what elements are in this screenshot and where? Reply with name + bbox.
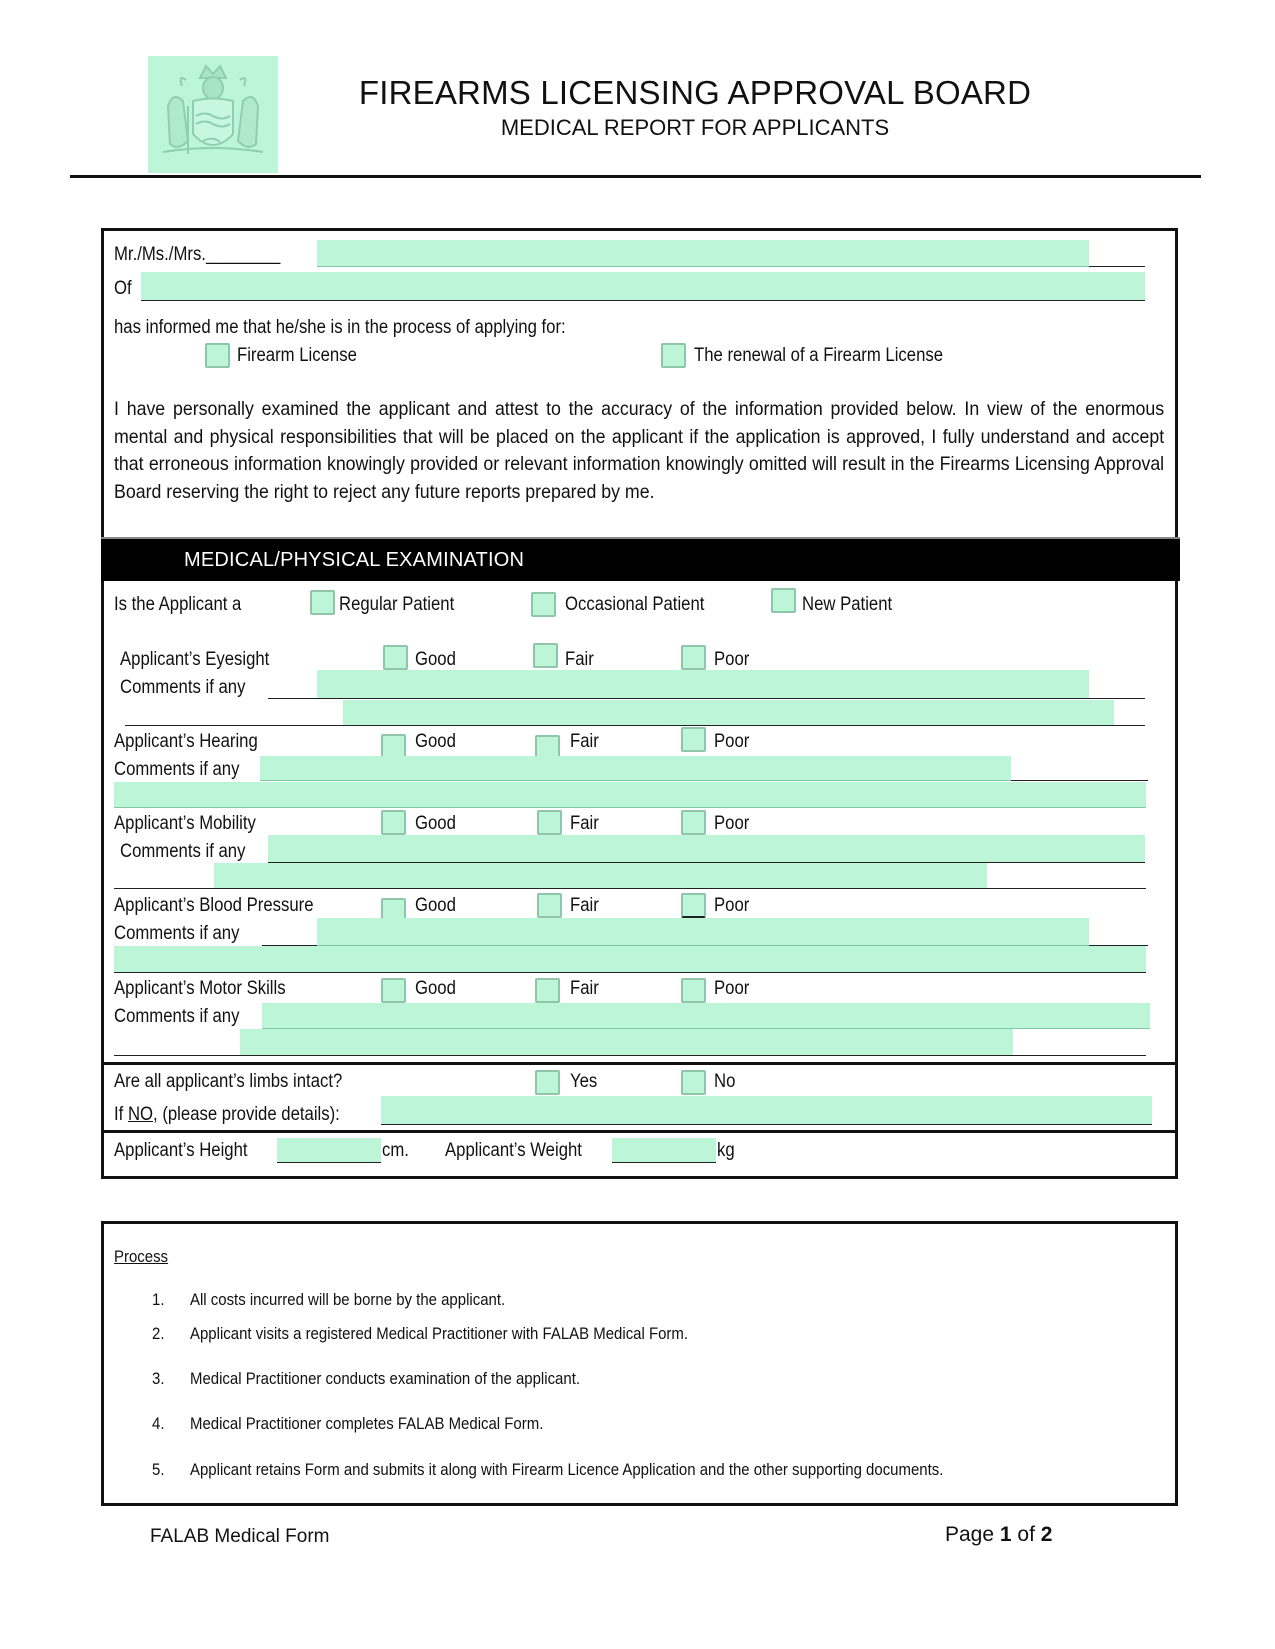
motor-skills-poor-label: Poor — [714, 978, 750, 999]
blood-pressure-good-label: Good — [415, 895, 456, 916]
section-title: MEDICAL/PHYSICAL EXAMINATION — [184, 549, 525, 571]
blood-pressure-poor-checkbox[interactable] — [681, 893, 706, 918]
applying-for-text: has informed me that he/she is in the process of applying for: — [114, 317, 566, 338]
process-title: Process — [114, 1247, 169, 1266]
underline — [268, 672, 317, 699]
process-step: Applicant retains Form and submits it along with Firearm Licence Application and the other supporting documents. — [190, 1460, 944, 1479]
eyesight-label: Applicant’s Eyesight — [120, 649, 270, 670]
applicant-address-field[interactable] — [141, 272, 1145, 301]
height-field[interactable] — [277, 1138, 381, 1163]
blood-pressure-comment-field-2[interactable] — [114, 946, 1146, 973]
firearm-license-checkbox[interactable] — [205, 343, 230, 368]
hearing-comments-label: Comments if any — [114, 759, 240, 780]
weight-label: Applicant’s Weight — [445, 1140, 582, 1161]
blood-pressure-comment-field-1[interactable] — [317, 918, 1089, 946]
blood-pressure-comments-label: Comments if any — [114, 923, 240, 944]
limbs-yes-label: Yes — [570, 1071, 598, 1092]
motor-skills-comments-label: Comments if any — [114, 1006, 240, 1027]
page-title: FIREARMS LICENSING APPROVAL BOARD — [358, 74, 1032, 111]
underline — [1089, 672, 1145, 699]
eyesight-fair-checkbox[interactable] — [533, 643, 558, 668]
mobility-poor-label: Poor — [714, 813, 750, 834]
limbs-yes-checkbox[interactable] — [535, 1070, 560, 1095]
underline — [262, 920, 317, 946]
renewal-license-label: The renewal of a Firearm License — [694, 345, 944, 366]
motor-skills-good-label: Good — [415, 978, 456, 999]
mobility-fair-label: Fair — [570, 813, 599, 834]
hearing-comment-field-1[interactable] — [260, 756, 1011, 781]
attestation-paragraph: I have personally examined the applicant and attest to the accuracy of the information provided below. In view of the enormous mental and physical responsibilities that will be placed on the applicant if the application is approved, I fully understand and accept that erroneous information knowingly provided or relevant information knowingly omitted will result in the Firearms Licensing Approval Board reserving the right to reject any future reports prepared by me. — [114, 398, 1165, 503]
motor-skills-fair-label: Fair — [570, 978, 599, 999]
step-number: 3. — [152, 1369, 165, 1388]
name-label: Mr./Ms./Mrs.________ — [114, 244, 281, 265]
coat-of-arms-icon — [148, 56, 278, 173]
eyesight-good-checkbox[interactable] — [383, 645, 408, 670]
regular-patient-label: Regular Patient — [339, 594, 455, 615]
height-label: Applicant’s Height — [114, 1140, 248, 1161]
mobility-comment-field-2[interactable] — [214, 863, 987, 889]
weight-field[interactable] — [612, 1138, 716, 1163]
name-trailing-underline — [1089, 240, 1145, 267]
footer-form-name: FALAB Medical Form — [150, 1526, 330, 1547]
blood-pressure-fair-checkbox[interactable] — [537, 893, 562, 918]
mobility-poor-checkbox[interactable] — [681, 810, 706, 835]
eyesight-comment-field-1[interactable] — [317, 670, 1089, 699]
blood-pressure-poor-label: Poor — [714, 895, 750, 916]
step-number: 4. — [152, 1414, 165, 1433]
section-header-band — [101, 537, 1180, 581]
limbs-details-field[interactable] — [381, 1096, 1152, 1125]
mobility-label: Applicant’s Mobility — [114, 813, 256, 834]
header-divider — [70, 175, 1201, 178]
eyesight-poor-checkbox[interactable] — [681, 645, 706, 670]
mobility-comments-label: Comments if any — [120, 841, 246, 862]
hearing-good-label: Good — [415, 731, 456, 752]
mobility-good-checkbox[interactable] — [381, 810, 406, 835]
section-divider — [101, 1130, 1178, 1133]
hearing-poor-label: Poor — [714, 731, 750, 752]
step-number: 5. — [152, 1460, 165, 1479]
motor-skills-comment-field-1[interactable] — [262, 1003, 1150, 1029]
limbs-question: Are all applicant’s limbs intact? — [114, 1071, 343, 1092]
mobility-fair-checkbox[interactable] — [537, 810, 562, 835]
motor-skills-comment-field-2[interactable] — [240, 1029, 1013, 1056]
mobility-comment-field-1[interactable] — [268, 835, 1145, 863]
motor-skills-fair-checkbox[interactable] — [535, 978, 560, 1003]
process-step: Medical Practitioner conducts examination of the applicant. — [190, 1369, 581, 1388]
motor-skills-good-checkbox[interactable] — [381, 978, 406, 1003]
page-indicator: Page 1 of 2 — [945, 1523, 1053, 1546]
mobility-good-label: Good — [415, 813, 456, 834]
underline — [1089, 920, 1148, 946]
process-step: Applicant visits a registered Medical Practitioner with FALAB Medical Form. — [190, 1324, 689, 1343]
eyesight-comment-field-2[interactable] — [343, 700, 1114, 726]
blood-pressure-fair-label: Fair — [570, 895, 599, 916]
eyesight-poor-label: Poor — [714, 649, 750, 670]
underline — [1011, 756, 1148, 781]
motor-skills-label: Applicant’s Motor Skills — [114, 978, 286, 999]
hearing-label: Applicant’s Hearing — [114, 731, 258, 752]
eyesight-good-label: Good — [415, 649, 456, 670]
limbs-no-label: No — [714, 1071, 736, 1092]
limbs-no-checkbox[interactable] — [681, 1070, 706, 1095]
new-patient-label: New Patient — [802, 594, 893, 615]
occasional-patient-label: Occasional Patient — [565, 594, 705, 615]
firearm-license-label: Firearm License — [237, 345, 357, 366]
blood-pressure-label: Applicant’s Blood Pressure — [114, 895, 314, 916]
step-number: 2. — [152, 1324, 165, 1343]
address-label: Of — [114, 278, 132, 299]
hearing-comment-field-2[interactable] — [114, 782, 1146, 808]
motor-skills-poor-checkbox[interactable] — [681, 978, 706, 1003]
eyesight-fair-label: Fair — [565, 649, 594, 670]
weight-unit: kg — [717, 1140, 735, 1161]
applicant-name-field[interactable] — [317, 240, 1089, 267]
hearing-poor-checkbox[interactable] — [681, 727, 706, 752]
height-unit: cm. — [382, 1140, 409, 1161]
limbs-details-label: If NO, (please provide details): — [114, 1104, 340, 1125]
occasional-patient-checkbox[interactable] — [531, 592, 556, 617]
page-subtitle: MEDICAL REPORT FOR APPLICANTS — [500, 115, 890, 140]
regular-patient-checkbox[interactable] — [310, 590, 335, 615]
step-number: 1. — [152, 1290, 165, 1309]
eyesight-comments-label: Comments if any — [120, 677, 246, 698]
renewal-license-checkbox[interactable] — [661, 343, 686, 368]
process-step: All costs incurred will be borne by the applicant. — [190, 1290, 506, 1309]
hearing-fair-label: Fair — [570, 731, 599, 752]
process-step: Medical Practitioner completes FALAB Medical Form. — [190, 1414, 544, 1433]
new-patient-checkbox[interactable] — [771, 588, 796, 613]
patient-type-label: Is the Applicant a — [114, 594, 242, 615]
section-divider — [101, 1062, 1178, 1065]
